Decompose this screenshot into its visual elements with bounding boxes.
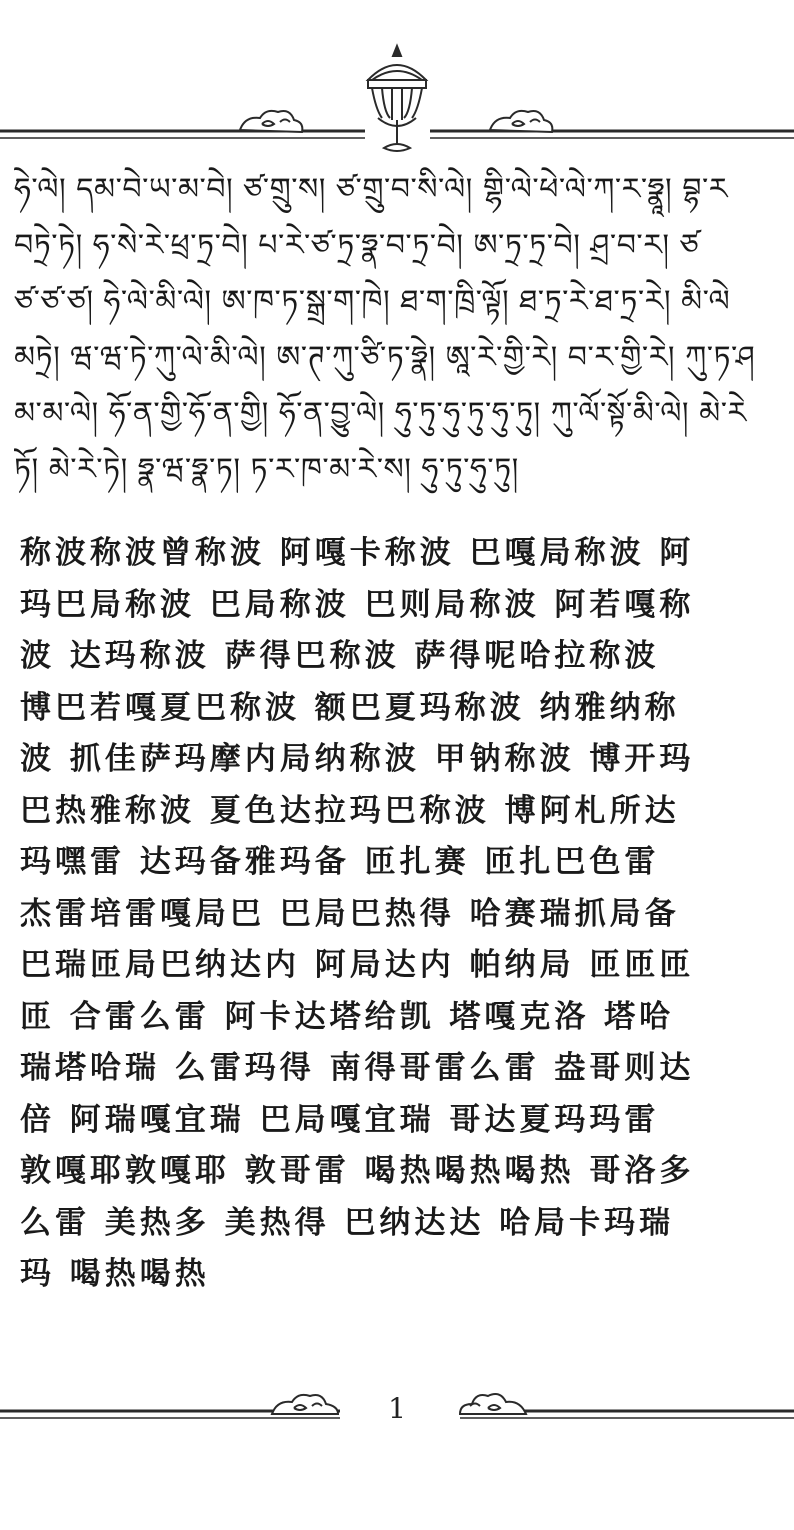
chinese-line: 巴热雅称波 夏色达拉玛巴称波 博阿札所达 (20, 792, 680, 829)
tibetan-line: མཏྲེ། ཝ་ཝ་ཏེ་ཀུ་ལེ་མི་ལེ། ཨ་ཊ་ཀུ་ཙི་ཏ་ཧྣེ། ཨཱ་རེ་གྱི་རེ། བ་ར་གྱི་རེ། ཀུ་ཏ་ཤ (14, 340, 756, 375)
header-rule-left (0, 131, 365, 138)
chinese-line: 博巴若嘎夏巴称波 额巴夏玛称波 纳雅纳称 (20, 689, 680, 726)
header-ornament (0, 0, 794, 160)
chinese-line: 波 抓佳萨玛摩内局纳称波 甲钠称波 博开玛 (20, 741, 695, 777)
chinese-line: 倍 阿瑞嘎宜瑞 巴局嘎宜瑞 哥达夏玛玛雷 (20, 1101, 660, 1138)
chinese-line: 称波称波曾称波 阿嘎卡称波 巴嘎局称波 阿 (20, 535, 695, 571)
parasol-ornament-icon (368, 46, 426, 151)
tibetan-line: ཧེ་ལེ། དམ་བེ་ཡ་མ་བེ། ཙ་གྲུ་ས། ཙ་གྲུ་བ་སི་ལེ། གྷི་ལེ་ཕེ་ལེ་ཀ་ར་ཧྣཱ། བྷ་ར (14, 172, 728, 207)
chinese-line: 玛嘿雷 达玛备雅玛备 匝扎赛 匝扎巴色雷 (20, 844, 660, 880)
chinese-line: 瑞塔哈瑞 么雷玛得 南得哥雷么雷 盎哥则达 (20, 1050, 695, 1086)
chinese-line: 匝 合雷么雷 阿卡达塔给凯 塔嘎克洛 塔哈 (20, 998, 675, 1035)
tibetan-line: མ་མ་ལེ། ཧོ་ན་གྱི་ཧོ་ན་གྱི། ཧོ་ན་བྱུ་ལེ། ཧུ་ཏུ་ཧུ་ཏུ་ཧུ་ཏུ། ཀུ་ལོ་སྟོ་མི་ལེ། མེ་རེ (14, 396, 747, 431)
page-number: 1 (388, 1392, 406, 1425)
chinese-line: 巴瑞匝局巴纳达内 阿局达内 帕纳局 匝匝匝 (20, 947, 695, 983)
header-rule-right (430, 131, 794, 138)
chinese-transliteration-text (20, 528, 790, 1301)
chinese-line: 敦嘎耶敦嘎耶 敦哥雷 喝热喝热喝热 哥洛多 (20, 1153, 695, 1189)
cloud-scroll-icon (240, 111, 302, 132)
chinese-line: 波 达玛称波 萨得巴称波 萨得呢哈拉称波 (20, 638, 660, 674)
cloud-scroll-icon (490, 111, 552, 132)
chinese-line: 玛巴局称波 巴局称波 巴则局称波 阿若嘎称 (20, 586, 695, 623)
tibetan-mantra-text (14, 162, 790, 498)
chinese-line: 玛 喝热喝热 (20, 1256, 210, 1292)
tibetan-line: བཏྲེ་ཏེ། ཧ་སེ་རེ་ཕྲ་ཏྲ་བེ། པ་རེ་ཙ་ཏྲ་ཧྣ་བ་ཏྲ་བེ། ཨ་ཏྲ་ཏྲ་བེ། ཤྲ་བ་ར། ཙ (14, 228, 700, 263)
tibetan-line: ཙ་ཙ་ཙ། ཧེ་ལེ་མི་ལེ། ཨ་ཁ་ཏ་སྒྲ་ག་ཁེ། ཐ་ག་ཁྲི་ལྟོ། ཐ་ཏྲ་རེ་ཐ་ཏྲ་རེ། མི་ལེ (14, 284, 731, 319)
chinese-line: 杰雷培雷嘎局巴 巴局巴热得 哈赛瑞抓局备 (20, 895, 680, 932)
chinese-line: 么雷 美热多 美热得 巴纳达达 哈局卡玛瑞 (20, 1204, 675, 1241)
tibetan-line: ཏོ། མེ་རེ་ཏེ། ཧྣ་ཝ་ཧྣ་ཏ། ཏ་ར་ཁ་མ་རེ་ས། ཧུ་ཏུ་ཧུ་ཏུ། (14, 452, 519, 487)
